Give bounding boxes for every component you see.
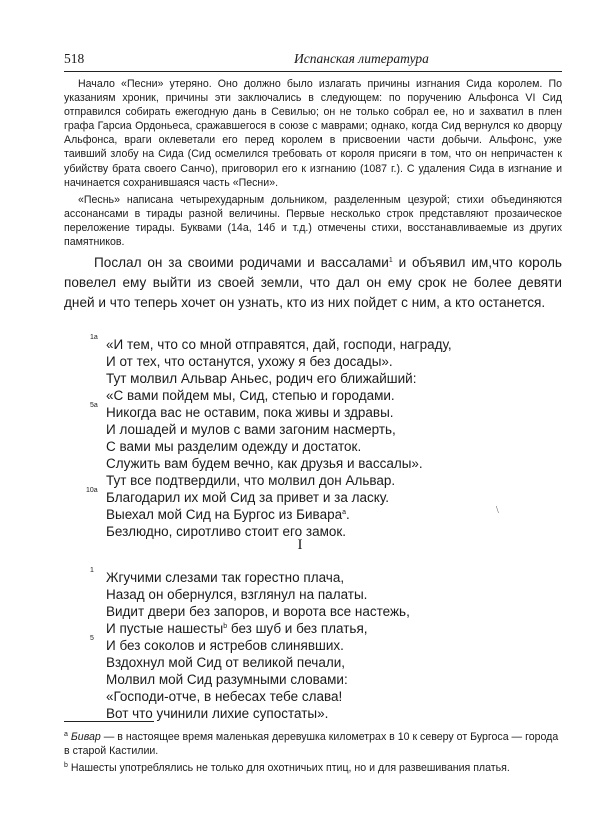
- prose-text-end: и объявил им,что король повелел ему выйти из своей земли, что дал он ему срок не более девяти дней и что теперь хочет он узнать, кто из них пойдет с ним, а кто останется.: [64, 255, 562, 310]
- verse-line: [106, 621, 368, 636]
- line-number: 5: [90, 635, 94, 642]
- running-title: Испанская литература: [294, 51, 429, 66]
- intro-paragraph: «Песнь» написана четырехударным дольником, разделенным цезурой; стихи объединяются ассонансами в тирады разной величины. Первые несколько строк представляют прозаическое переложение тирады. Буквами (14а, 14б и т.д.) отмечены стихи, восстанавливаемые из других памятников.: [64, 193, 562, 249]
- footnote-ref: 1: [388, 257, 393, 264]
- verse-line: «Господи-отче, в небесах тебе слава!: [106, 689, 343, 704]
- stray-mark: \: [496, 505, 499, 516]
- verse-line: Жгучими слезами так горестно плача,: [106, 570, 345, 585]
- verse-line: С вами мы разделим одежду и достаток.: [106, 439, 362, 454]
- prose-text: [64, 253, 562, 313]
- section-heading: I: [297, 537, 303, 553]
- verse-line: «С вами пойдем мы, Сид, степью и городами.: [106, 388, 395, 403]
- verse-line: Молвил мой Сид разумными словами:: [106, 672, 348, 687]
- page-number: 518: [64, 51, 85, 66]
- verse-line: Видит двери без запоров, и ворота все настежь,: [106, 604, 410, 619]
- footnote-divider: [64, 721, 154, 722]
- footnote-term: Бивар: [70, 731, 101, 743]
- verse-line: Благодарил их мой Сид за привет и за ласку.: [106, 490, 389, 505]
- verse-line: Безлюдно, сиротливо стоит его замок.: [106, 524, 347, 539]
- verse-line: И без соколов и ястребов слинявших.: [106, 638, 344, 653]
- prose-paragraph: [64, 253, 562, 313]
- page-header: [64, 47, 562, 72]
- prose-text-start: Послал он за своими родичами и вассалами: [94, 255, 389, 270]
- line-number: 5а: [90, 402, 98, 409]
- verse-line: Вздохнул мой Сид от великой печали,: [106, 655, 345, 670]
- verse-line: [106, 507, 350, 522]
- verse-line: Никогда вас не оставим, пока живы и здравы.: [106, 405, 394, 420]
- verse-text: .: [346, 507, 350, 522]
- verse-line: Вот что учинили лихие супостаты».: [106, 706, 329, 721]
- line-number: 10а: [86, 487, 98, 494]
- verse-line: Назад он обернулся, взглянул на палаты.: [106, 587, 368, 602]
- footnote-text: Нашесты употреблялись не только для охотничьих птиц, но и для развешивания платья.: [70, 761, 510, 774]
- footnotes: [64, 728, 562, 775]
- footnote-ref: a: [342, 509, 347, 516]
- verse-line: «И тем, что со мной отправятся, дай, господи, награду,: [106, 337, 452, 352]
- verse-line: Служить вам будем вечно, как друзья и вассалы».: [106, 456, 423, 471]
- intro-paragraph: Начало «Песни» утеряно. Оно должно было излагать причины изгнания Сида королем. По указаниям хроник, причины эти заключались в следующем: по поручению Альфонса VI Сид отправился собирать ежегодную дань в Севилью; он не только собрал ее, но и захватил в плен графа Гарсиа Ордоньеса, сражавшегося в союзе с маврами; однако, когда Сид вернулся ко дворцу Альфонса, враги оклеветали его перед королем в присвоении части добычи. Альфонс, уже таивший злобу на Сида (Сид осмелился требовать от короля присяги в том, что он непричастен к убийству брата своего Санчо), приговорил его к изгнанию (1087 г.). С удаления Сида в изгнание и начинается сохранившаяся часть «Песни».: [64, 78, 562, 189]
- footnote-ref: b: [223, 623, 228, 630]
- verse-line: И лошадей и мулов с вами загоним насмерть,: [106, 422, 396, 437]
- editorial-intro: [64, 77, 562, 249]
- footnote-text: — в настоящее время маленькая деревушка километрах в 10 к северу от Бургоса — города в старой Кастилии.: [64, 731, 559, 757]
- verse-text: И пустые нашесты: [106, 621, 224, 636]
- footnote-mark: a: [64, 731, 68, 738]
- verse-line: Тут все подтвердили, что молвил дон Альвар.: [106, 473, 396, 488]
- verse-text: без шуб и без платья,: [227, 621, 368, 636]
- verse-line: И от тех, что останутся, ухожу я без досады».: [106, 354, 393, 369]
- verse-line: Тут молвил Альвар Аньес, родич его ближайший:: [106, 371, 417, 386]
- verse-text: Выехал мой Сид на Бургос из Бивара: [106, 507, 343, 522]
- line-number: 1а: [90, 334, 98, 341]
- footnote: [64, 759, 562, 776]
- footnote: [64, 728, 562, 759]
- line-number: 1: [90, 567, 94, 574]
- footnote-mark: b: [64, 761, 68, 769]
